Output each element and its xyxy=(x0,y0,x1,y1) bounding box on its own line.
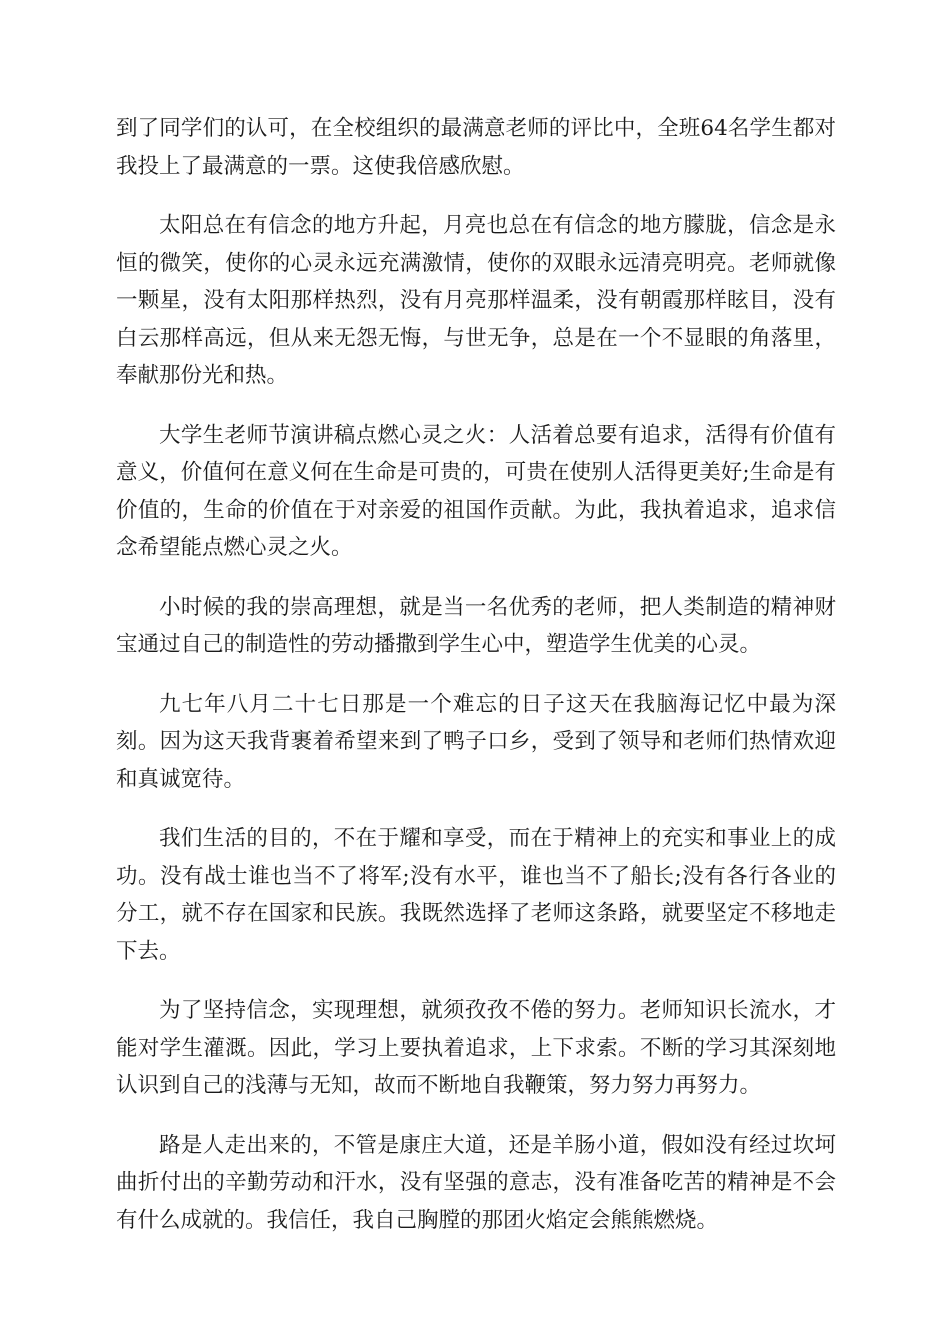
document-body xyxy=(116,110,836,1261)
paragraph-3: 大学生老师节演讲稿点燃心灵之火：人活着总要有追求，活得有价值有意义，价值何在意义何在生命是可贵的，可贵在使别人活得更美好;生命是有价值的，生命的价值在于对亲爱的祖国作贡献。为此，我执着追求，追求信念希望能点燃心灵之火。 xyxy=(116,422,836,560)
paragraph-4: 小时候的我的崇高理想，就是当一名优秀的老师，把人类制造的精神财宝通过自己的制造性的劳动播撒到学生心中，塑造学生优美的心灵。 xyxy=(116,594,836,657)
paragraph-8: 路是人走出来的，不管是康庄大道，还是羊肠小道，假如没有经过坎坷曲折付出的辛勤劳动和汗水，没有坚强的意志，没有准备吃苦的精神是不会有什么成就的。我信任，我自己胸膛的那团火焰定会熊熊燃烧。 xyxy=(116,1132,836,1233)
paragraph-5: 九七年八月二十七日那是一个难忘的日子这天在我脑海记忆中最为深刻。因为这天我背裹着希望来到了鸭子口乡，受到了领导和老师们热情欢迎和真诚宽待。 xyxy=(116,691,836,792)
paragraph-6: 我们生活的目的，不在于耀和享受，而在于精神上的充实和事业上的成功。没有战士谁也当不了将军;没有水平，谁也当不了船长;没有各行各业的分工，就不存在国家和民族。我既然选择了老师这条路，就要坚定不移地走下去。 xyxy=(116,826,836,964)
paragraph-2: 太阳总在有信念的地方升起，月亮也总在有信念的地方朦胧，信念是永恒的微笑，使你的心灵永远充满激情，使你的双眼永远清亮明亮。老师就像一颗星，没有太阳那样热烈，没有月亮那样温柔，没有朝霞那样眩目，没有白云那样高远，但从来无怨无悔，与世无争，总是在一个不显眼的角落里，奉献那份光和热。 xyxy=(116,213,836,388)
paragraph-7: 为了坚持信念，实现理想，就须孜孜不倦的努力。老师知识长流水，才能对学生灌溉。因此，学习上要执着追求，上下求索。不断的学习其深刻地认识到自己的浅薄与无知，故而不断地自我鞭策，努力努力再努力。 xyxy=(116,998,836,1098)
paragraph-1: 到了同学们的认可，在全校组织的最满意老师的评比中，全班64名学生都对我投上了最满意的一票。这使我倍感欣慰。 xyxy=(116,116,836,179)
